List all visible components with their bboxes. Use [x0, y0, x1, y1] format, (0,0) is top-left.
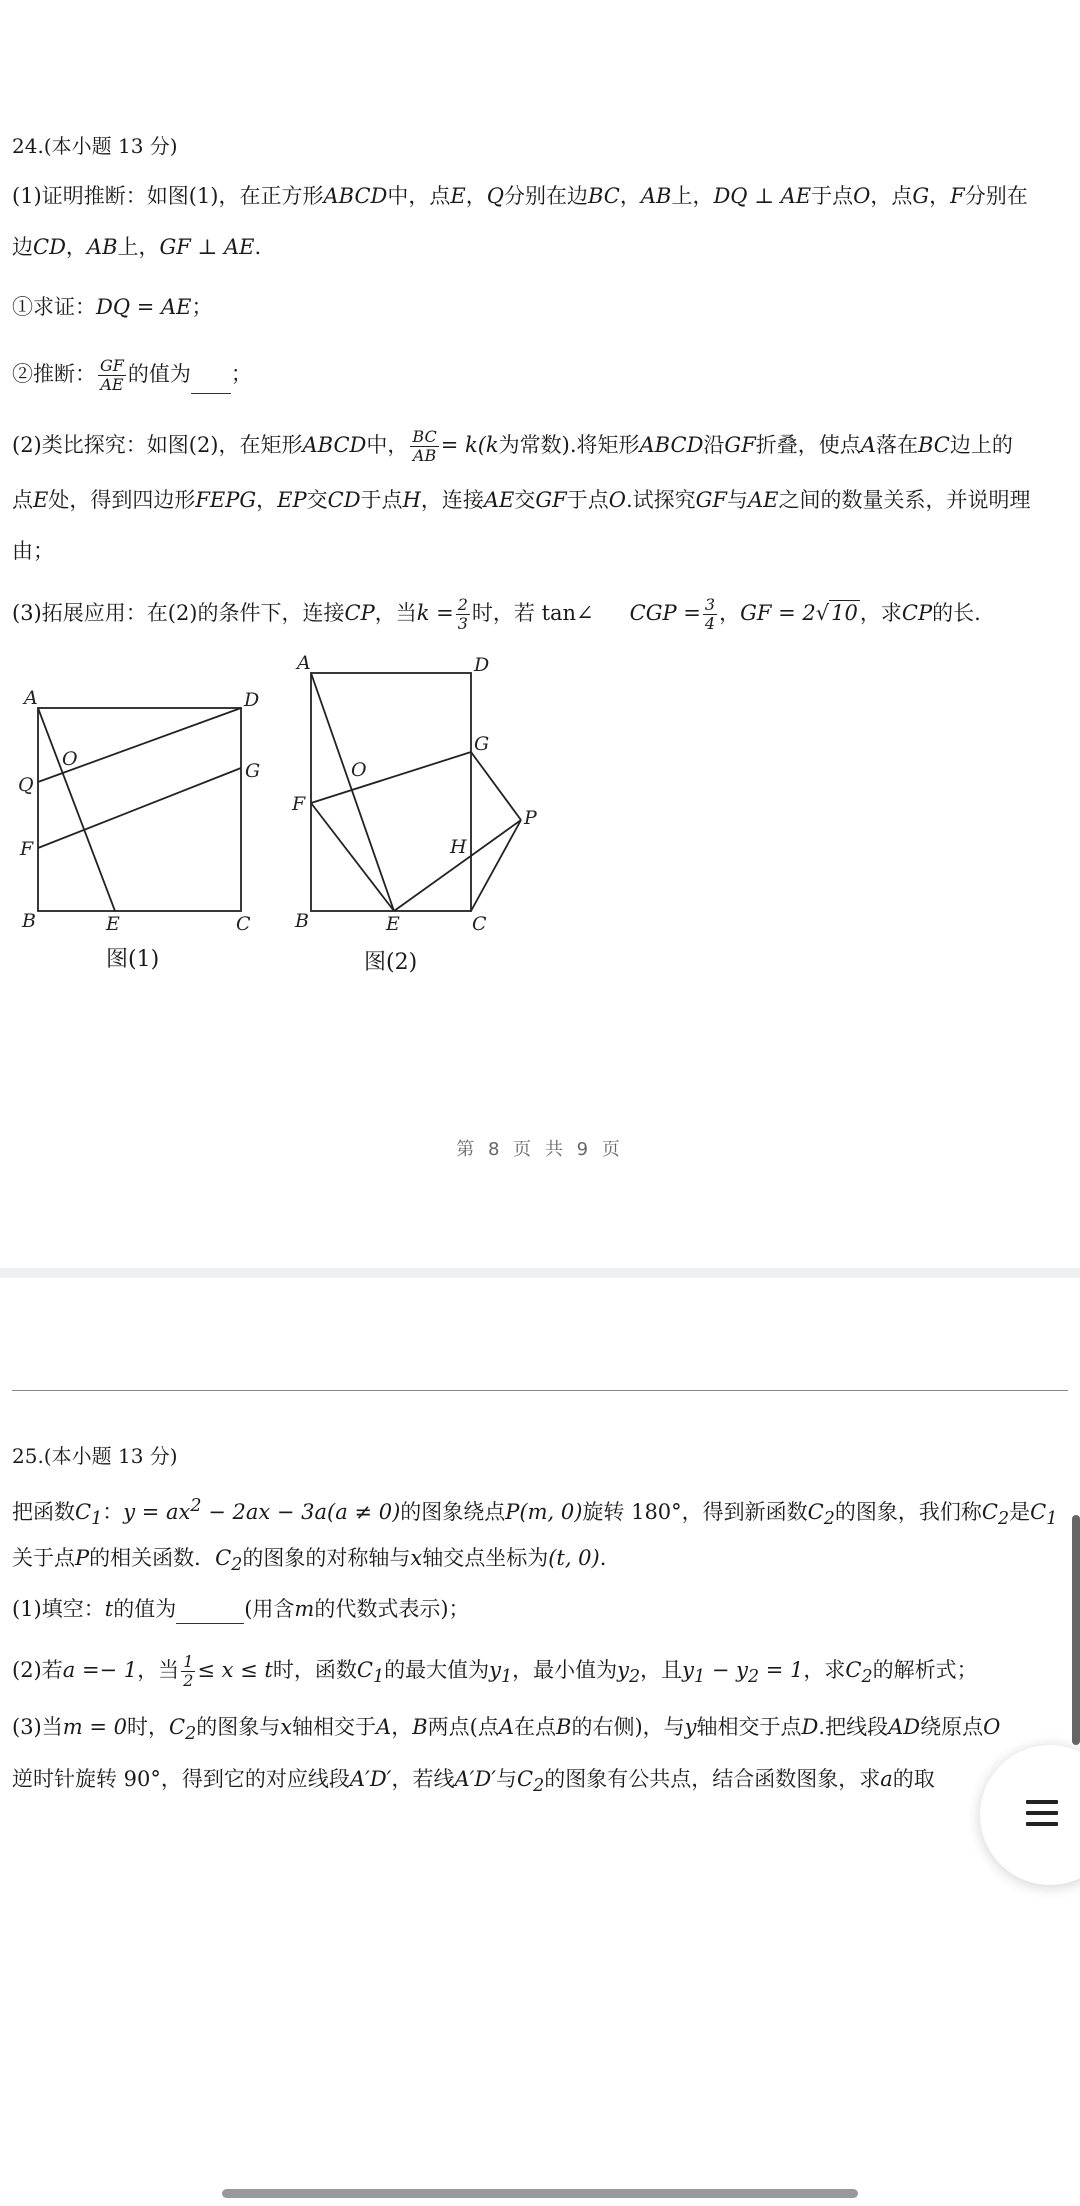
figure-1 [38, 708, 241, 911]
q24-part2-line1: (2)类比探究：如图(2)，在矩形ABCD中， $\frac{BC}{AB}$ = k(k为常数).将矩形ABCD沿GF折叠，使点A落在BC边上的 [12, 427, 1013, 465]
q24-part2-line2: 点E处，得到四边形FEPG，EP交CD于点H，连接AE交GF于点O.试探究GF与AE之间的数量关系，并说明理 [12, 488, 1031, 512]
question-24-heading: 24.(本小题 13 分) [12, 134, 178, 158]
fig2-label-c: C [472, 913, 487, 935]
fig1-line-fg [38, 768, 241, 848]
fig1-label-a: A [24, 687, 38, 709]
figure-2 [311, 673, 521, 911]
figure-1-caption: 图(1) [106, 947, 160, 972]
fig2-label-g: G [474, 733, 490, 755]
fraction-two-thirds: $\frac{2}{3}$ [457, 595, 468, 633]
answer-blank [191, 371, 231, 394]
q24-part1-line2: 边CD，AB上，GF ⊥ AE. [12, 235, 262, 259]
fig1-label-q: Q [18, 774, 34, 796]
q25-intro-line1: 把函数$C_1$：$y = ax^2 - 2ax - 3a(a \ne 0)$的图象绕点P(m, 0)旋转 180°，得到新函数$C_2$的图象，我们称$C_2$是$C_1$ [12, 1496, 1058, 1530]
fig1-label-f: F [20, 838, 34, 860]
q25-part2: (2)若a =− 1，当 $\frac{1}{2}$ ≤ x ≤ t时，函数$C_1$的最大值为$y_1$，最小值为$y_2$，且$y_1 - y_2 = 1$，求$C_2$的解析式； [12, 1652, 978, 1690]
fig1-label-b: B [22, 910, 36, 932]
fig2-label-a: A [297, 652, 311, 674]
q24-part1-prove: ①求证：DQ = AE； [12, 295, 213, 319]
page-header-rule [12, 1390, 1068, 1391]
geometry-figures [0, 640, 560, 980]
fig1-label-d: D [244, 689, 260, 711]
fig2-label-d: D [474, 654, 490, 676]
figure-2-caption: 图(2) [364, 950, 418, 975]
page-footer: 第 8 页 共 9 页 [456, 1139, 624, 1160]
fig2-line-ep [394, 820, 521, 911]
fig1-square-abcd [38, 708, 241, 911]
fig2-label-h: H [450, 836, 467, 858]
q24-part3: (3)拓展应用：在(2)的条件下，连接CP，当k = $\frac{2}{3}$ 时，若 tan∠ CGP = $\frac{3}{4}$ ，GF = 2√10，求CP的长. [12, 595, 981, 633]
fraction-gf-over-ae: $\frac{GF}{AE}$ [100, 356, 124, 394]
answer-blank-t [176, 1601, 244, 1624]
fraction-bc-over-ab: $\frac{BC}{AB}$ [412, 427, 437, 465]
q24-part1-infer: ②推断： $\frac{GF}{AE}$ 的值为 ； [12, 356, 252, 394]
fig2-label-o: O [351, 759, 367, 781]
q25-part3-line2: 逆时针旋转 90°，得到它的对应线段A′D′，若线A′D′与$C_2$的图象有公共点，结合函数图象，求a的取 [12, 1767, 935, 1797]
fig2-label-e: E [386, 913, 400, 935]
home-indicator[interactable] [222, 2189, 858, 2198]
q24-part2-line3: 由； [12, 539, 54, 563]
fraction-one-half: $\frac{1}{2}$ [183, 1652, 194, 1690]
fig2-line-cp [471, 820, 521, 911]
sqrt-symbol: √ [815, 601, 830, 625]
question-25-heading: 25.(本小题 13 分) [12, 1444, 178, 1468]
q25-part3-line1: (3)当m = 0时，$C_2$的图象与x轴相交于A，B两点(点A在点B的右侧)，与y轴相交于点D.把线段AD绕原点O [12, 1715, 1001, 1745]
page-separator [0, 1268, 1080, 1278]
fig1-label-c: C [236, 913, 251, 935]
q25-intro-line2: 关于点P的相关函数．$C_2$的图象的对称轴与x轴交点坐标为(t, 0). [12, 1546, 607, 1576]
fig1-label-o: O [62, 748, 78, 770]
fig2-line-gp [471, 752, 521, 820]
fig1-label-g: G [245, 760, 261, 782]
hamburger-menu-icon [1026, 1800, 1058, 1826]
fig1-line-qd [38, 708, 241, 782]
fig2-label-f: F [292, 793, 306, 815]
fig2-line-fg [311, 752, 471, 803]
fig1-labels [18, 687, 260, 935]
fig2-line-ae [311, 673, 394, 911]
vertical-scrollbar[interactable] [1072, 1515, 1080, 1745]
fig2-line-fe [311, 803, 394, 911]
fig2-rect-abcd [311, 673, 471, 911]
fig2-label-p: P [524, 807, 537, 829]
q24-part1-line1: (1)证明推断：如图(1)，在正方形ABCD中，点E，Q分别在边BC，AB上，DQ ⊥ AE于点O，点G，F分别在 [12, 184, 1028, 208]
fig1-label-e: E [106, 913, 120, 935]
fraction-three-fourths: $\frac{3}{4}$ [704, 595, 716, 633]
fig2-label-b: B [295, 910, 309, 932]
q25-part1: (1)填空：t的值为 (用含m的代数式表示)； [12, 1594, 1068, 1624]
fig1-line-ae [38, 708, 115, 911]
